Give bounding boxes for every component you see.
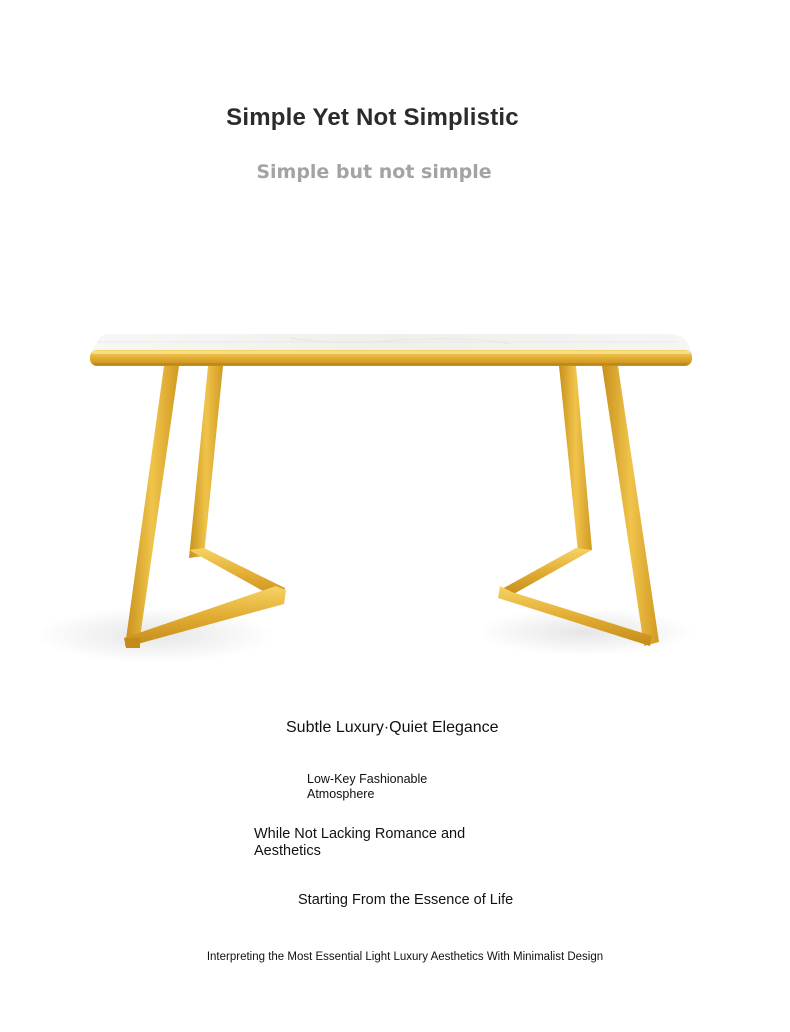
tagline-romance: While Not Lacking Romance and Aesthetics	[254, 826, 466, 859]
page-subtitle: Simple but not simple	[256, 161, 492, 183]
tagline-low-key: Low-Key Fashionable Atmosphere	[307, 772, 428, 801]
tabletop	[90, 334, 693, 366]
tagline-minimalist: Interpreting the Most Essential Light Luxury Aesthetics With Minimalist Design	[206, 951, 604, 963]
tagline-essence: Starting From the Essence of Life	[298, 892, 514, 908]
tagline-subtle-luxury: Subtle Luxury·Quiet Elegance	[286, 719, 499, 736]
left-leg	[124, 366, 286, 648]
right-leg	[498, 366, 659, 646]
page-title: Simple Yet Not Simplistic	[226, 104, 519, 131]
table-illustration	[40, 320, 710, 665]
